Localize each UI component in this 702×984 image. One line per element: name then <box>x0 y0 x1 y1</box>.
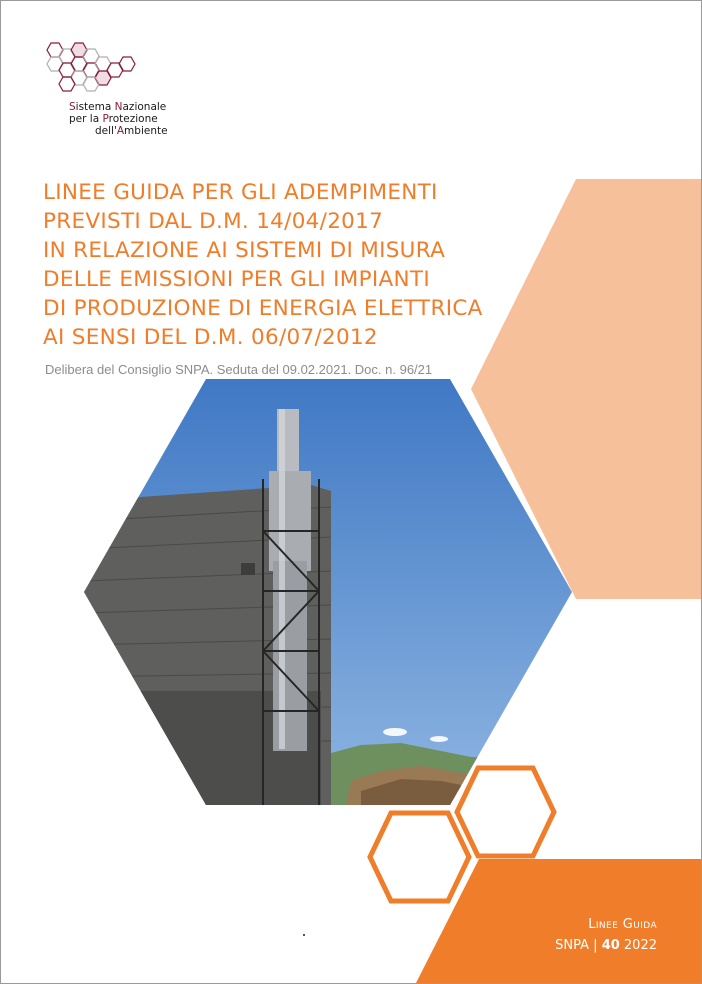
title-line: PREVISTI DAL D.M. 14/04/2017 <box>43 209 384 234</box>
title-line: IN RELAZIONE AI SISTEMI DI MISURA <box>43 238 446 263</box>
cover-graphics <box>1 1 701 983</box>
document-subtitle: Delibera del Consiglio SNPA. Seduta del 09.02.2021. Doc. n. 96/21 <box>45 362 433 377</box>
series-number: SNPA | 40 2022 <box>555 938 657 953</box>
decorative-dot <box>303 934 305 936</box>
logo-wordmark: Sistema Nazionale per la Protezione dell'Ambiente <box>69 101 168 137</box>
title-line: LINEE GUIDA PER GLI ADEMPIMENTI <box>43 180 438 205</box>
hexagon-cluster-icon <box>41 37 211 107</box>
series-name: Linee Guida <box>588 917 657 932</box>
outline-hexagon-lower <box>370 813 469 901</box>
outline-hexagon-upper <box>457 768 554 856</box>
title-line: DELLE EMISSIONI PER GLI IMPIANTI <box>43 267 431 292</box>
series-label <box>555 917 657 953</box>
title-line: AI SENSI DEL D.M. 06/07/2012 <box>43 325 378 350</box>
title-line: DI PRODUZIONE DI ENERGIA ELETTRICA <box>43 296 483 321</box>
document-title <box>43 178 513 352</box>
snpa-logo <box>41 37 211 145</box>
